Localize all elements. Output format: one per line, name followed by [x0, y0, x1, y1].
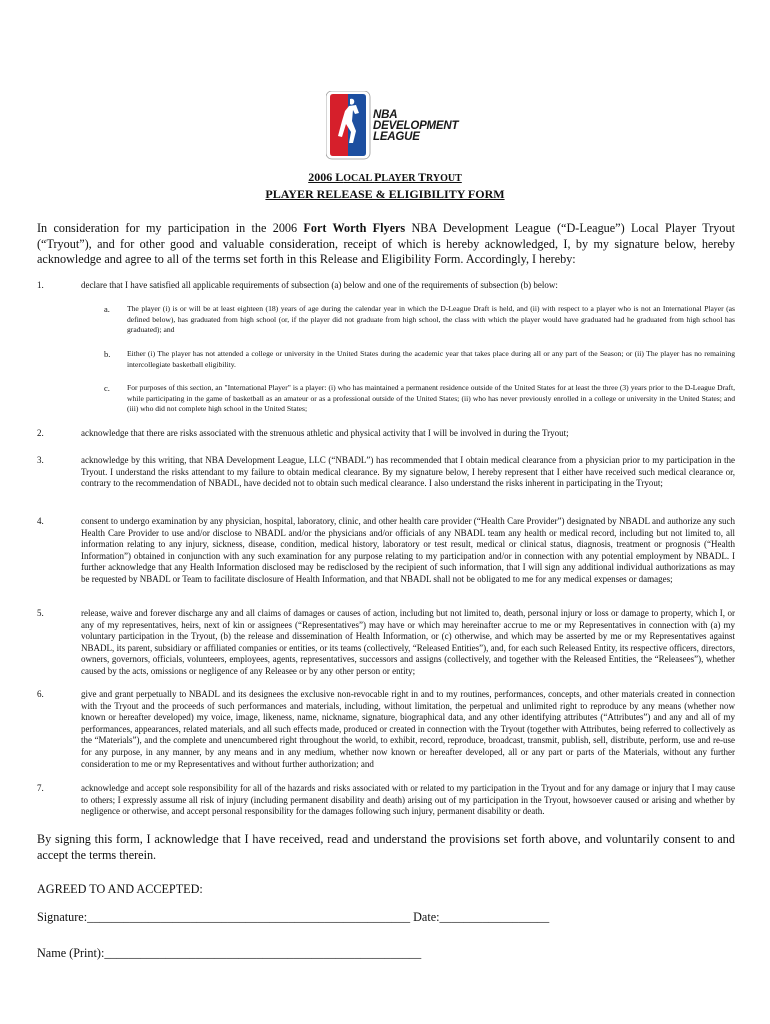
subitem-text: Either (i) The player has not attended a college or university in the United States during the academic year that takes place during all or any part of the Season; or (ii) The player has no remaining intercollegiate basketball eligibility.: [127, 349, 735, 369]
form-title-line1: [0, 170, 770, 185]
date-label: Date:: [410, 910, 440, 924]
form-title-line2: PLAYER RELEASE & ELIGIBILITY FORM: [265, 187, 505, 201]
title-p: P: [374, 170, 382, 184]
title-year: 2006 L: [308, 170, 344, 184]
item-text: declare that I have satisfied all applicable requirements of subsection (a) below and one of the requirements of subsection (b) below:: [81, 280, 558, 290]
name-print-field[interactable]: ____________________________________________________: [104, 946, 422, 960]
closing-paragraph: By signing this form, I acknowledge that I have received, read and understand the provisions set forth above, and voluntarily consent to and accept the terms therein.: [37, 832, 735, 862]
item-number: 5.: [37, 608, 44, 618]
item-text: consent to undergo examination by any physician, hospital, laboratory, clinic, and other health care provider (“Health Care Provider”) designated by NBADL and authorize any such Health Care Provider to use and/or disclose to NBADL and/or the physicians and/or officials of any NBADL team any health or medical record, including but not limited to, all information relating to any injury, sickness, disease, condition, medical history, laboratory or test result, medical or clinical status, diagnosis, treatment or prognosis (“Health Information”) obtained in conjunction with any such examination for any purpose relating to my participation and/or in connection with any potential employment by NBADL. I further acknowledge that any Health Information disclosed may be redisclosed by the recipient of such information, that I will sign any additional individual authorizations as may be requested by NBADL or Team to facilitate disclosure of Health Information, and that NBADL shall not be obligated to me for any medical expenses or damages;: [81, 516, 735, 584]
subitem-letter: b.: [104, 349, 111, 359]
item-number: 1.: [37, 280, 44, 290]
subitem-letter: a.: [104, 304, 110, 314]
logo-line-development: DEVELOPMENT: [373, 120, 459, 132]
title-layer: LAYER: [381, 173, 418, 184]
item-text: give and grant perpetually to NBADL and its designees the exclusive non-revocable right in and to my routines, performances, concepts, and other materials created in connection with the Tryout and the proceeds of such performances and materials, including, without limitation, the perpetual and unlimited right to reproduce by any means (whether now known or hereafter developed) my voice, image, likeness, name, nickname, signature, biographical data, and any other identifying attributes (“Attributes”) and any and all of my performances, appearances, related materials, and all such effects made, produced or created in connection with the Tryout (together with Attributes, being referred to collectively as the “Materials”), and the complete and unencumbered right throughout the world, to exhibit, record, reproduce, broadcast, transmit, publish, sell, distribute, perform, use and re-use for any purpose, in any manner, by any means and in any medium, whether now known or hereafter developed, all or any part or parts of the Materials, without any further consideration to me or my Representatives and without further authorization; and: [81, 689, 735, 769]
name-print-row: [37, 946, 421, 961]
item-text: acknowledge by this writing, that NBA Development League, LLC (“NBADL”) has recommended that I obtain medical clearance from a physician prior to my participation in the Tryout. I understand the risks attendant to my failure to obtain medical clearance. By my signature below, I hereby represent that I either have received such medical clearance or, contrary to the recommendation of NBADL, have decided not to obtain such medical clearance. I also understand the risks inherent in participating in the Tryout;: [81, 455, 735, 489]
intro-text-end: NBA Development League (“D-League”) Local Player Tryout (“Tryout”), and for other good and valuable consideration, receipt of which is hereby acknowledged, I, by my signature below, hereby acknowledge and agree to all of the terms set forth in this Release and Eligibility Form. Accordingly, I hereby:: [37, 221, 735, 266]
intro-paragraph: [37, 221, 735, 268]
logo-wordmark: [373, 110, 458, 143]
logo-line-league: LEAGUE: [373, 131, 420, 143]
title-local: OCAL: [343, 173, 375, 184]
name-print-label: Name (Print):: [37, 946, 105, 960]
item-text: release, waive and forever discharge any and all claims of damages or causes of action, including but not limited to, death, personal injury or loss or damage to property, which I, or any of my representatives, heirs, next of kin or assignees (“Representatives”) may have or which may hereinafter accrue to me or my Representatives in connection with (a) my voluntary participation in the Tryout, (b) the release and dissemination of Health Information, or (c) otherwise, and which may be asserted by me or my Representatives against NBADL, its parent, subsidiary or affiliated companies or entities, or its teams (collectively, “Released Entities”), and, for each such Released Entity, its respective officers, directors, owners, governors, officials, volunteers, employees, agents, representatives, successors and assigns (collectively, and together with the Released Entities, the “Releasees”), whether caused by the acts, omissions or negligence of any Releasee or by any other person or entity;: [81, 608, 735, 676]
title-ryout: RYOUT: [426, 173, 462, 184]
logo-line-nba: NBA: [373, 109, 398, 121]
item-number: 6.: [37, 689, 44, 699]
item-text: acknowledge that there are risks associated with the strenuous athletic and physical activity that I will be involved in during the Tryout;: [81, 428, 569, 438]
title-t: T: [418, 170, 427, 184]
subitem-letter: c.: [104, 383, 110, 393]
item-number: 3.: [37, 455, 44, 465]
date-field[interactable]: __________________: [439, 910, 550, 924]
subitem-text: For purposes of this section, an "International Player" is a player: (i) who has maintained a permanent residence outside of the United States for at least the three (3) years prior to the D-League Draft, while participating in the game of basketball as an amateur or as a professional outside of the United States; (ii) who has never previously enrolled in a college or university in the United States; and (iii) who did not complete high school in the United States;: [127, 383, 735, 413]
item-number: 7.: [37, 783, 44, 793]
item-number: 4.: [37, 516, 44, 526]
signature-row: [37, 910, 549, 925]
item-text: acknowledge and accept sole responsibility for all of the hazards and risks associated with or related to my participation in the Tryout and for any damage or injury that I may cause to others; I expressly assume all risk of injury (including permanent disability and death) arising out of my participation in the Tryout, howsoever caused or arising and whether by negligence or otherwise, and accept personal responsibility for the damages following such injury, permanent disability or death.: [81, 783, 735, 817]
agreed-heading: AGREED TO AND ACCEPTED:: [37, 882, 203, 896]
signature-label: Signature:: [37, 910, 88, 924]
subitem-text: The player (i) is or will be at least eighteen (18) years of age during the calendar year in which the D-League Draft is held, and (ii) with respect to a player who is not an International Player (as defined below), has graduated from high school (or, if the player did not graduate from high school, the class with which the player would have graduated had he graduated from high school has graduated); and: [127, 304, 735, 334]
item-number: 2.: [37, 428, 44, 438]
signature-field[interactable]: _____________________________________________________: [87, 910, 411, 924]
team-name: Fort Worth Flyers: [303, 221, 406, 235]
intro-text-start: In consideration for my participation in the 2006: [37, 221, 304, 235]
